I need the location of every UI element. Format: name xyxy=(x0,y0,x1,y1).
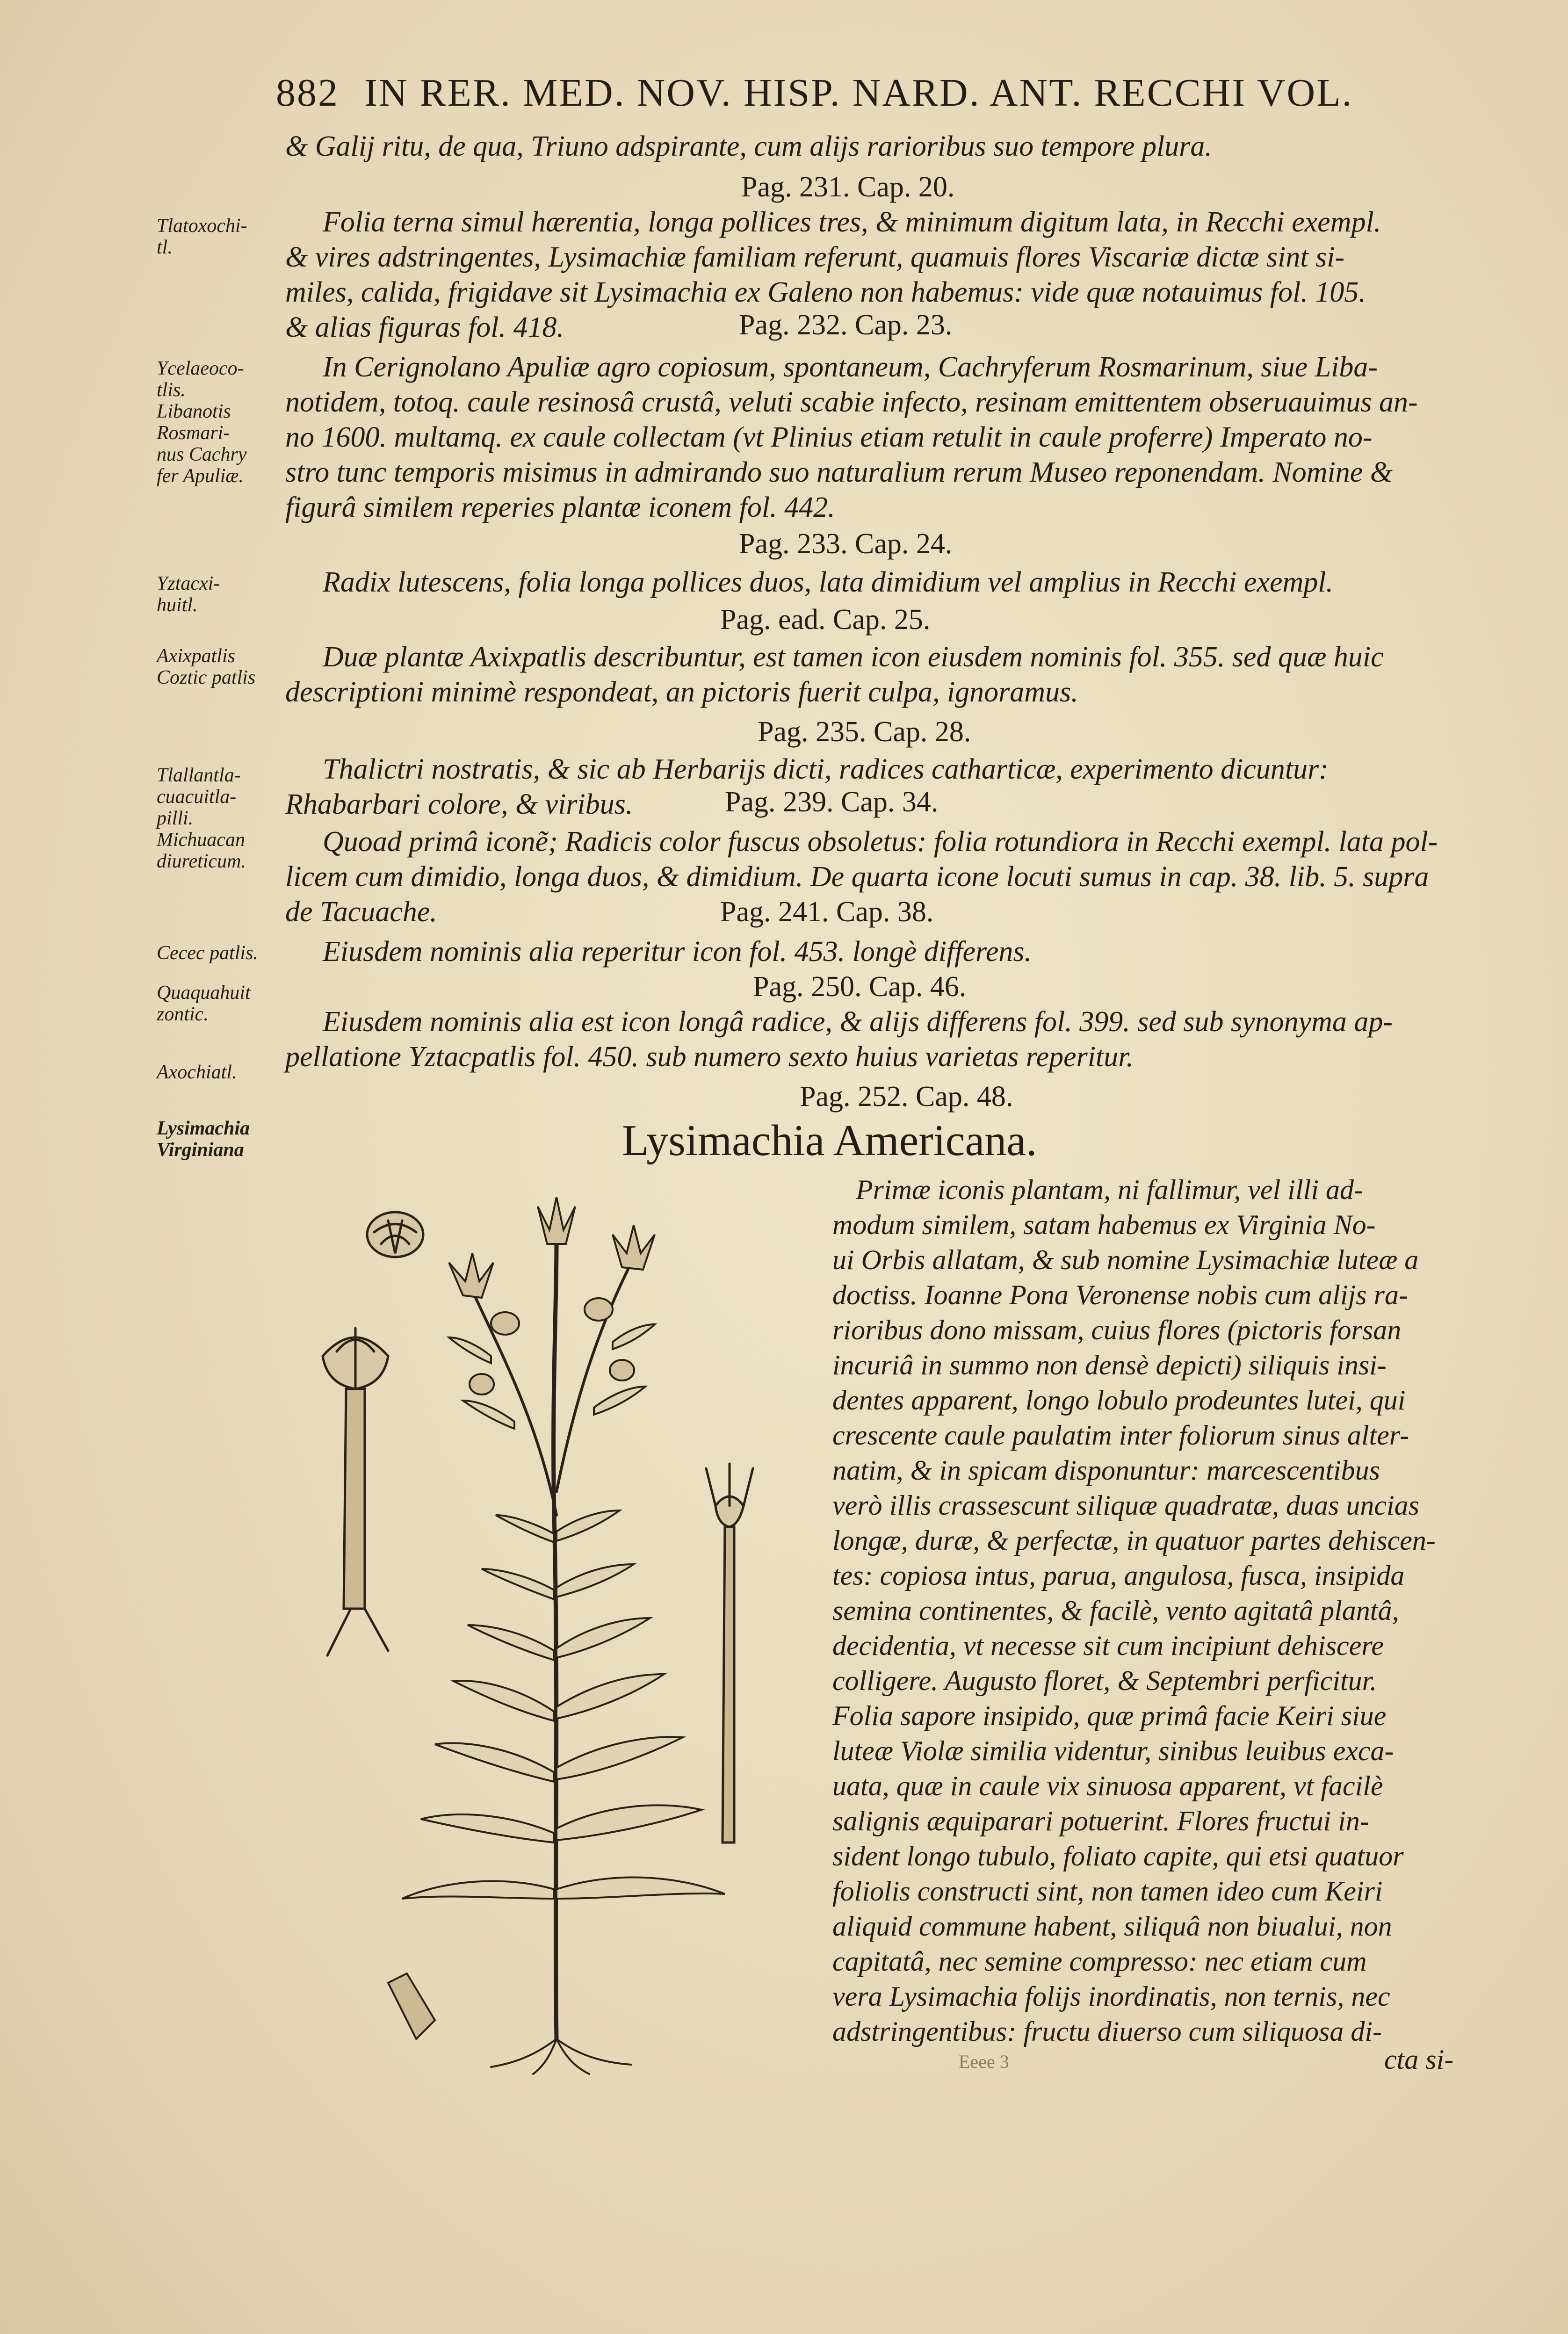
description-line: dentes apparent, longo lobulo prodeuntes lutei, qui xyxy=(832,1385,1406,1416)
description-line: capitatâ, nec semine compresso: nec etiam cum xyxy=(832,1946,1367,1977)
text-line: Quoad primâ iconẽ; Radicis color fuscus obsoletus: folia rotundiora in Recchi exempl. lata pol- xyxy=(323,826,1438,858)
text-line: Duæ plantæ Axixpatlis describuntur, est tamen icon eiusdem nominis fol. 355. sed quæ huic xyxy=(323,641,1384,673)
description-line: crescente caule paulatim inter foliorum sinus alter- xyxy=(832,1420,1409,1451)
page-reference: Pag. 241. Cap. 38. xyxy=(720,896,934,928)
detached-flower-detail xyxy=(323,1328,388,1655)
text-line: In Cerignolano Apuliæ agro copiosum, spontaneum, Cachryferum Rosmarinum, siue Liba- xyxy=(323,351,1378,383)
text-line: de Tacuache. xyxy=(285,896,437,928)
text-line: & vires adstringentes, Lysimachiæ familiam referunt, quamuis flores Viscariæ dictæ sint si- xyxy=(285,241,1345,273)
margin-note: Tlallantla- cuacuitla- pilli. Michuacan diureticum. xyxy=(157,765,246,872)
section-title: Lysimachia Americana. xyxy=(622,1116,1037,1165)
page-reference: Pag. 233. Cap. 24. xyxy=(739,528,953,560)
description-line: sident longo tubulo, foliato capite, qui etsi quatuor xyxy=(832,1841,1404,1872)
text-line: Rhabarbari colore, & viribus. xyxy=(285,788,633,820)
description-line: salignis æquiparari potuerint. Flores fructui in- xyxy=(832,1806,1369,1836)
margin-note: Lysimachia Virginiana xyxy=(157,1118,250,1161)
description-line: vera Lysimachia folijs inordinatis, non ternis, nec xyxy=(832,1981,1390,2012)
description-line: decidentia, vt necesse sit cum incipiunt dehiscere xyxy=(832,1630,1384,1661)
description-line: Folia sapore insipido, quæ primâ facie Keiri siue xyxy=(832,1700,1387,1731)
description-line: aliquid commune habent, siliquâ non biualui, non xyxy=(832,1911,1392,1942)
description-line: cta si- xyxy=(1384,2044,1454,2075)
page-reference: Pag. 231. Cap. 20. xyxy=(741,171,955,203)
description-line: tes: copiosa intus, parua, angulosa, fusca, insipida xyxy=(832,1560,1405,1591)
page-reference: Pag. ead. Cap. 25. xyxy=(720,604,931,636)
detached-capsule-detail xyxy=(706,1464,753,1843)
capsule-detail-icon xyxy=(367,1212,423,1257)
description-line: verò illis crassescunt siliquæ quadratæ, duas uncias xyxy=(832,1490,1420,1521)
page-number: 882 xyxy=(276,71,339,115)
text-line: stro tunc temporis misimus in admirando suo naturalium rerum Museo reponendam. Nomine & xyxy=(285,456,1393,488)
description-line: longæ, duræ, & perfectæ, in quatuor partes dehiscen- xyxy=(832,1525,1436,1556)
text-line: Eiusdem nominis alia reperitur icon fol. 453. longè differens. xyxy=(323,936,1032,968)
margin-note: Axixpatlis Coztic patlis xyxy=(157,645,256,688)
text-line: miles, calida, frigidave sit Lysimachia ex Galeno non habemus: vide quæ notauimus fol. 105. xyxy=(285,276,1366,308)
margin-note: Tlatoxochi- tl. xyxy=(157,215,247,258)
text-line: pellatione Yztacpatlis fol. 450. sub numero sexto huius varietas reperitur. xyxy=(285,1041,1134,1073)
text-line: descriptioni minimè respondeat, an pictoris fuerit culpa, ignoramus. xyxy=(285,676,1078,708)
text-line: licem cum dimidio, longa duos, & dimidium. De quarta icone locuti sumus in cap. 38. lib. 5. supra xyxy=(285,861,1429,893)
signature-mark: Eeee 3 xyxy=(959,2051,1009,2072)
text-line: Thalictri nostratis, & sic ab Herbarijs dicti, radices catharticæ, experimento dicuntur: xyxy=(323,753,1329,785)
running-header xyxy=(276,70,1353,116)
page-reference: Pag. 235. Cap. 28. xyxy=(758,716,971,748)
description-line: doctiss. Ioanne Pona Veronense nobis cum alijs ra- xyxy=(832,1279,1408,1310)
page-reference: Pag. 250. Cap. 46. xyxy=(753,971,967,1003)
description-line: luteæ Violæ similia videntur, sinibus leuibus exca- xyxy=(832,1735,1394,1766)
description-line: adstringentibus: fructu diuerso cum siliquosa di- xyxy=(832,2016,1382,2047)
text-line: no 1600. multamq. ex caule collectam (vt Plinius etiam retulit in caule proferre) Imperato no- xyxy=(285,421,1373,453)
margin-note: Ycelaeoco- tlis. Libanotis Rosmari- nus Cachry fer Apuliæ. xyxy=(157,358,247,487)
description-line: natim, & in spicam disponuntur: marcescentibus xyxy=(832,1455,1380,1486)
description-line: semina continentes, & facilè, vento agitatâ plantâ, xyxy=(832,1595,1399,1626)
running-title: IN RER. MED. NOV. HISP. NARD. ANT. RECCHI VOL. xyxy=(364,71,1353,115)
description-line: ui Orbis allatam, & sub nomine Lysimachiæ luteæ a xyxy=(832,1244,1419,1275)
text-line: Folia terna simul hærentia, longa pollices tres, & minimum digitum lata, in Recchi exempl. xyxy=(323,206,1381,238)
description-line: uata, quæ in caule vix sinuosa apparent, vt facilè xyxy=(832,1770,1383,1801)
text-line: Radix lutescens, folia longa pollices duos, lata dimidium vel amplius in Recchi exempl. xyxy=(323,566,1333,598)
description-line: Primæ iconis plantam, ni fallimur, vel illi ad- xyxy=(856,1174,1363,1205)
description-line: colligere. Augusto floret, & Septembri perficitur. xyxy=(832,1665,1377,1696)
margin-note: Cecec patlis. xyxy=(157,942,258,964)
text-line: Eiusdem nominis alia est icon longâ radice, & alijs differens fol. 399. sed sub synonyma ap- xyxy=(323,1006,1393,1038)
margin-note: Axochiatl. xyxy=(157,1062,237,1083)
margin-note: Yztacxi- huitl. xyxy=(157,573,220,616)
page-reference: Pag. 252. Cap. 48. xyxy=(800,1081,1013,1113)
description-line: modum similem, satam habemus ex Virginia No- xyxy=(832,1209,1376,1240)
description-line: incuriâ in summo non densè depicti) siliquis insi- xyxy=(832,1350,1387,1380)
page-reference: Pag. 232. Cap. 23. xyxy=(739,309,953,341)
text-line: notidem, totoq. caule resinosâ crustâ, veluti scabie infecto, resinam emittentem obseruauimus an- xyxy=(285,386,1418,418)
text-line: figurâ similem reperies plantæ iconem fol. 442. xyxy=(285,491,835,523)
description-line: rioribus dono missam, cuius flores (pictoris forsan xyxy=(832,1315,1402,1345)
description-line: foliolis constructi sint, non tamen ideo cum Keiri xyxy=(832,1876,1383,1907)
text-line: & alias figuras fol. 418. xyxy=(285,311,564,343)
margin-note: Quaquahuit zontic. xyxy=(157,982,251,1025)
lysimachia-woodcut-illustration xyxy=(295,1188,818,2076)
text-line: & Galij ritu, de qua, Triuno adspirante, cum alijs rarioribus suo tempore plura. xyxy=(285,130,1212,162)
page-reference: Pag. 239. Cap. 34. xyxy=(725,786,939,818)
